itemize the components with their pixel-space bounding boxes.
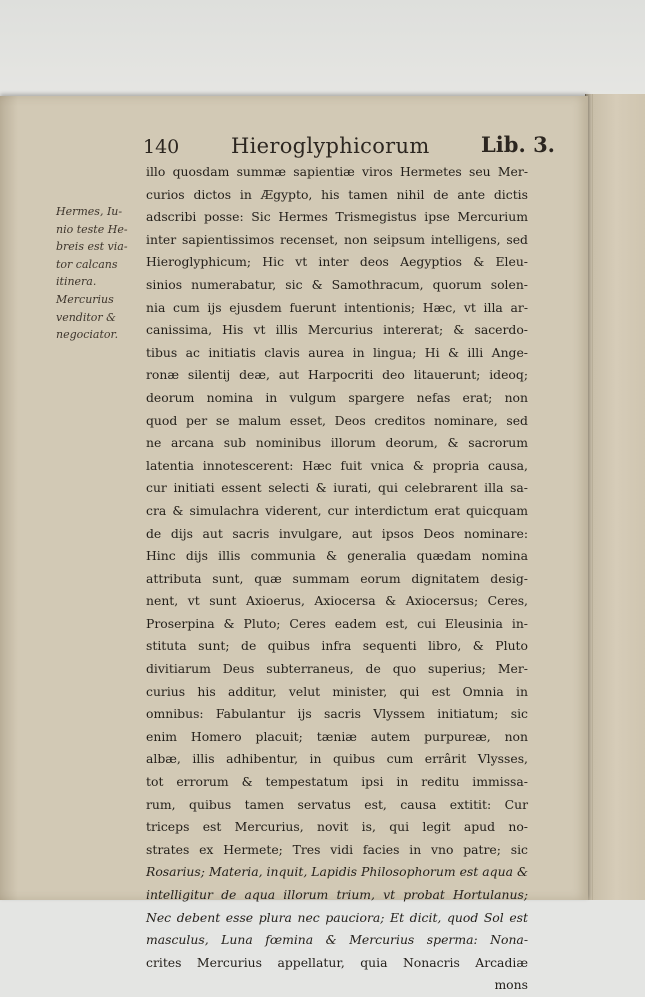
text-line: Proserpina & Pluto; Ceres eadem est, cui Eleusinia in- xyxy=(146,615,528,631)
margin-note-line: Hermes, Iu- xyxy=(56,205,123,218)
book-label: Lib. 3. xyxy=(481,132,555,157)
text-line: omnibus: Fabulantur ijs sacris Vlyssem initiatum; sic xyxy=(146,706,528,722)
text-line: canissima, His vt illis Mercurius intererat; & sacerdo- xyxy=(146,322,528,338)
text-line: enim Homero placuit; tæniæ autem purpureæ, non xyxy=(146,728,528,744)
text-line: cra & simulachra viderent, cur interdictum erat quicquam xyxy=(146,502,528,518)
margin-note-line: breis est via- xyxy=(56,240,128,254)
text-line: cur initiati essent selecti & iurati, qui celebrarent illa sa- xyxy=(146,480,528,496)
text-line: tibus ac initiatis clavis aurea in lingua; Hi & illi Ange- xyxy=(146,344,528,360)
text-line: intelligitur de aqua illorum trium, vt probat Hortulanus; xyxy=(146,887,528,902)
text-line: nent, vt sunt Axioerus, Axiocersa & Axiocersus; Ceres, xyxy=(146,593,528,609)
text-line: Hinc dijs illis communia & generalia quædam nomina xyxy=(146,548,528,564)
page-number: 140 xyxy=(143,136,180,158)
text-line: quod per se malum esset, Deos creditos nominare, sed xyxy=(146,412,528,428)
facing-page-edge xyxy=(585,94,645,900)
page-gutter-line xyxy=(592,94,593,900)
text-line: rum, quibus tamen servatus est, causa extitit: Cur xyxy=(146,796,528,812)
text-line: curios dictos in Ægypto, his tamen nihil de ante dictis xyxy=(146,186,528,202)
text-line: masculus, Luna fœmina & Mercurius sperma: Nona- xyxy=(146,932,528,948)
text-line: mons xyxy=(494,977,528,993)
text-line: deorum nomina in vulgum spargere nefas erat; non xyxy=(146,389,528,405)
margin-note-line: tor calcans xyxy=(56,257,118,271)
margin-note-line: nio teste He- xyxy=(56,222,128,236)
text-line: illo quosdam summæ sapientiæ viros Hermetes seu Mer- xyxy=(146,164,528,179)
text-line: tot errorum & tempestatum ipsi in reditu immissa- xyxy=(146,774,528,790)
text-line: Nec debent esse plura nec pauciora; Et dicit, quod Sol est xyxy=(146,909,528,925)
text-line: triceps est Mercurius, novit is, qui legit apud no- xyxy=(146,819,528,835)
text-line: attributa sunt, quæ summam eorum dignitatem desig- xyxy=(146,570,528,586)
text-line: nia cum ijs ejusdem fuerunt intentionis; Hæc, vt illa ar- xyxy=(146,299,528,315)
margin-note-line: itinera. xyxy=(56,275,97,289)
text-line: Hieroglyphicum; Hic vt inter deos Aegyptios & Eleu- xyxy=(146,254,528,270)
margin-note-line: Mercurius xyxy=(56,292,114,306)
text-line: albæ, illis adhibentur, in quibus cum errârit Vlysses, xyxy=(146,751,528,767)
text-line: curius his additur, velut minister, qui est Omnia in xyxy=(146,683,528,699)
running-title: Hieroglyphicorum xyxy=(231,134,430,158)
margin-note xyxy=(56,203,144,344)
text-line: crites Mercurius appellatur, quia Nonacris Arcadiæ xyxy=(146,954,528,970)
text-line: strates ex Hermete; Tres vidi facies in vno patre; sic xyxy=(146,841,528,857)
margin-note-line: negociator. xyxy=(56,328,119,342)
text-line: Rosarius; Materia, inquit, Lapidis Philosophorum est aqua & xyxy=(146,864,528,880)
margin-note-line: venditor & xyxy=(56,310,116,324)
text-line: ne arcana sub nominibus illorum deorum, & sacrorum xyxy=(146,435,528,451)
text-line: adscribi posse: Sic Hermes Trismegistus ipse Mercurium xyxy=(146,209,528,225)
page-header xyxy=(141,130,561,160)
text-line: ronæ silentij deæ, aut Harpocriti deo litauerunt; ideoq; xyxy=(146,367,528,383)
body-text xyxy=(146,161,528,997)
spine-shadow xyxy=(0,96,18,900)
text-line: divitiarum Deus subterraneus, de quo superius; Mer- xyxy=(146,661,528,677)
text-line: stituta sunt; de quibus infra sequenti libro, & Pluto xyxy=(146,638,528,654)
text-line: inter sapientissimos recenset, non seipsum intelligens, sed xyxy=(146,231,528,247)
text-line: de dijs aut sacris invulgare, aut ipsos Deos nominare: xyxy=(146,525,528,541)
background-surface xyxy=(0,0,645,100)
text-line: latentia innotescerent: Hæc fuit vnica & propria causa, xyxy=(146,457,528,473)
text-line: sinios numerabatur, sic & Samothracum, quorum solen- xyxy=(146,276,528,292)
